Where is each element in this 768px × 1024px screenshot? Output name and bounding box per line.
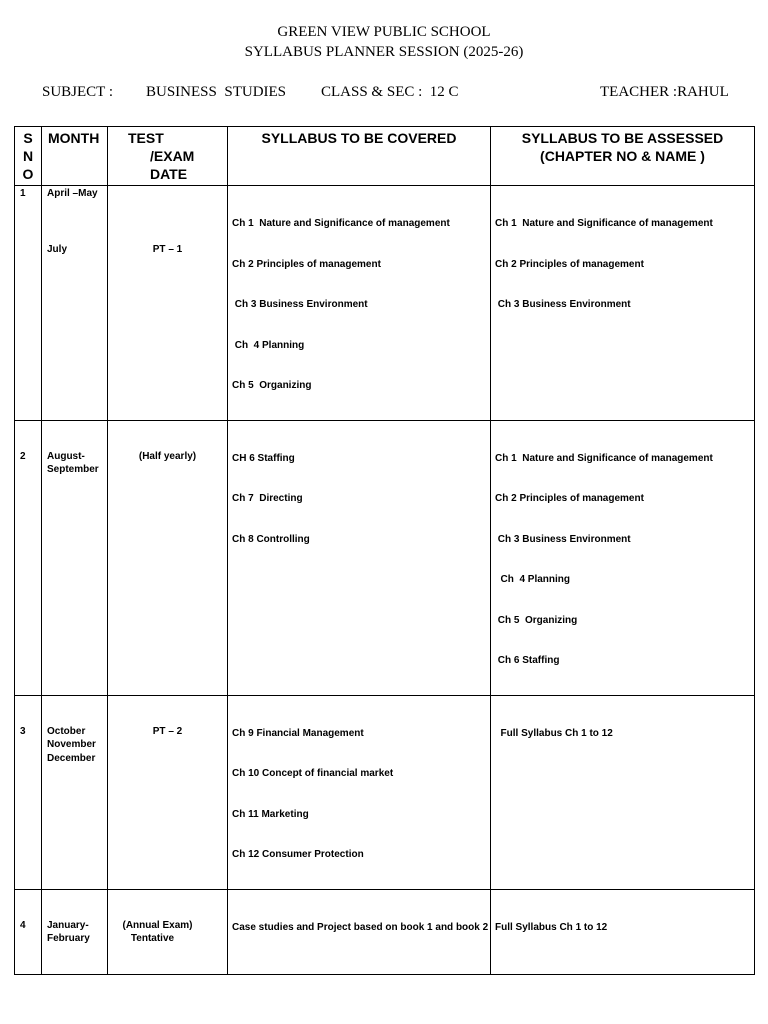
header-test-exam-date: TEST /EXAM DATE — [108, 127, 228, 186]
row-syllabus-assessed: Ch 1 Nature and Significance of management Ch 2 Principles of management Ch 3 Business Environment — [491, 186, 755, 421]
row-test: PT – 1 — [108, 186, 228, 421]
row-syllabus-assessed: Ch 1 Nature and Significance of management Ch 2 Principles of management Ch 3 Business Environment Ch 4 Planning Ch 5 Organizing Ch 6 Staffing — [491, 420, 755, 695]
row-syllabus-assessed: Full Syllabus Ch 1 to 12 — [491, 695, 755, 889]
row-syllabus-covered: Ch 1 Nature and Significance of management Ch 2 Principles of management Ch 3 Business Environment Ch 4 Planning Ch 5 Organizing — [228, 186, 491, 421]
row-sno: 3 — [15, 695, 42, 889]
subject-value: BUSINESS STUDIES — [146, 84, 287, 100]
row-sno: 2 — [15, 420, 42, 695]
planner-session-title: SYLLABUS PLANNER SESSION (2025-26) — [244, 44, 524, 60]
table-header-row — [15, 127, 755, 186]
table-row — [15, 889, 755, 974]
class-section: CLASS & SEC : 12 C — [321, 84, 459, 100]
row-syllabus-covered: CH 6 Staffing Ch 7 Directing Ch 8 Controlling — [228, 420, 491, 695]
row-syllabus-assessed: Full Syllabus Ch 1 to 12 — [491, 889, 755, 974]
row-syllabus-covered: Case studies and Project based on book 1 and book 2 — [228, 889, 491, 974]
row-sno: 4 — [15, 889, 42, 974]
row-month: April –May July — [42, 186, 108, 421]
row-month: August- September — [42, 420, 108, 695]
row-month: January- February — [42, 889, 108, 974]
row-test: (Half yearly) — [108, 420, 228, 695]
row-test: PT – 2 — [108, 695, 228, 889]
teacher-name: TEACHER :RAHUL — [600, 84, 729, 100]
subject-label: SUBJECT : — [42, 84, 113, 100]
header-syllabus-covered: SYLLABUS TO BE COVERED — [228, 127, 491, 186]
table-row — [15, 695, 755, 889]
syllabus-table — [14, 126, 755, 975]
header-sno: S N O — [15, 127, 42, 186]
row-test: (Annual Exam) Tentative — [108, 889, 228, 974]
row-syllabus-covered: Ch 9 Financial Management Ch 10 Concept of financial market Ch 11 Marketing Ch 12 Consumer Protection — [228, 695, 491, 889]
table-row — [15, 420, 755, 695]
school-name: GREEN VIEW PUBLIC SCHOOL — [277, 24, 491, 40]
row-month: October November December — [42, 695, 108, 889]
header-month: MONTH — [42, 127, 108, 186]
row-sno: 1 — [15, 186, 42, 421]
table-row — [15, 186, 755, 421]
header-syllabus-assessed: SYLLABUS TO BE ASSESSED (CHAPTER NO & NAME ) — [491, 127, 755, 186]
